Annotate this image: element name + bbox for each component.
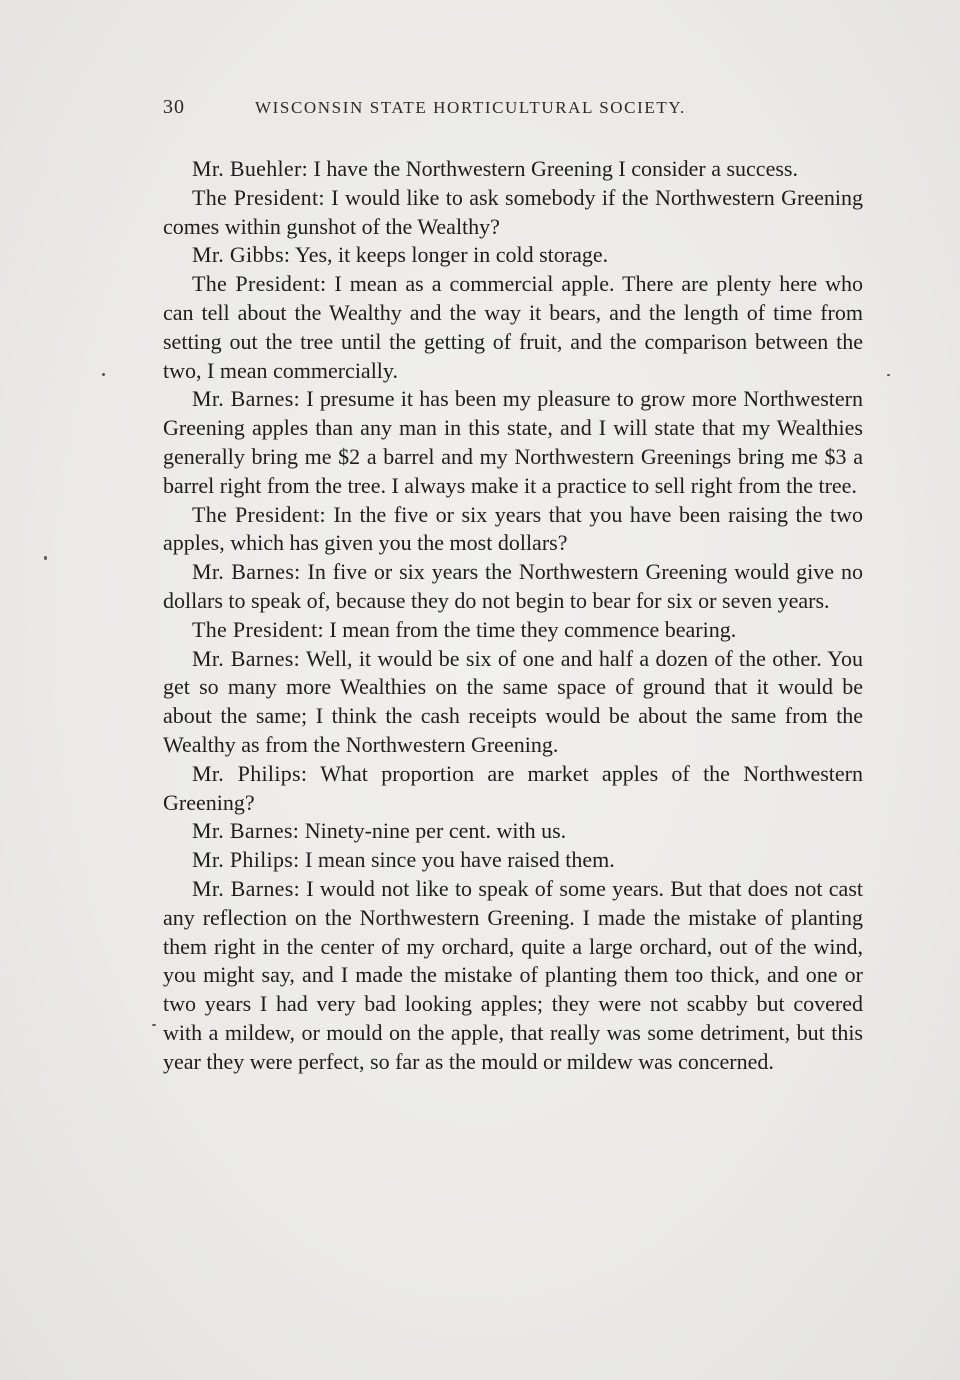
page-speck (887, 374, 890, 376)
transcript-paragraph (163, 184, 863, 242)
transcript-paragraph (163, 385, 863, 500)
page-speck (152, 1024, 156, 1026)
page-number: 30 (163, 96, 185, 118)
speaker-name: The President: (192, 501, 326, 527)
transcript-paragraph (163, 270, 863, 385)
speaker-name: Mr. Philips: (192, 760, 308, 786)
speech-text: I mean since you have raised them. (305, 847, 615, 873)
speech-text: Yes, it keeps longer in cold storage. (295, 242, 609, 268)
speaker-name: Mr. Philips: (192, 847, 300, 873)
speaker-name: Mr. Barnes: (192, 818, 300, 844)
transcript-paragraph (163, 760, 863, 818)
speech-text: Ninety-nine per cent. with us. (304, 818, 567, 844)
transcript-paragraph (163, 155, 863, 184)
transcript-paragraph (163, 501, 863, 559)
speech-text: I would not like to speak of some years. But that does not cast any reflection on the Northwestern Greening. I made the mistake of planting them right in the center of my orchard, quite a large orchard, out of the wind, you might say, and I made the mistake of planting them too thick, and one or two years I had very bad looking apples; they were not scabby but covered with a mildew, or mould on the apple, that really was some detriment, but this year they were perfect, so far as the mould or mildew was concerned. (163, 875, 863, 1074)
page-speck (44, 556, 47, 560)
speaker-name: Mr. Buehler: (192, 156, 309, 181)
transcript-paragraph (163, 558, 863, 616)
transcript-paragraph (163, 645, 863, 760)
speaker-name: Mr. Barnes: (192, 875, 300, 901)
speaker-name: The President: (192, 616, 324, 642)
speaker-name: Mr. Barnes: (192, 386, 300, 412)
page-header (163, 96, 863, 126)
speech-text: I have the Northwestern Greening I consider a success. (313, 156, 798, 181)
transcript-paragraph (163, 616, 863, 645)
speech-text: In the five or six years that you have been raising the two apples, which has given you the most dollars? (163, 501, 864, 556)
speech-text: What proportion are market apples of the Northwestern Greening? (163, 760, 863, 815)
speech-text: I presume it has been my pleasure to grow more Northwestern Greening apples than any man in this state, and I will state that my Wealthies generally bring me $2 a barrel and my Northwestern Greenings bring me $3 a barrel right from the tree. I always make it a practice to sell right from the tree. (163, 386, 863, 498)
running-title: WISCONSIN STATE HORTICULTURAL SOCIETY. (255, 98, 686, 117)
speech-text: In five or six years the Northwestern Greening would give no dollars to speak of, because they do not begin to bear for six or seven years. (163, 559, 863, 613)
transcript-paragraph (163, 241, 863, 270)
speech-text: Well, it would be six of one and half a dozen of the other. You get so many more Wealthies on the same space of ground that it would be about the same; I think the cash receipts would be about the same from the Wealthy as from the Northwestern Greening. (163, 645, 863, 757)
speaker-name: The President: (192, 184, 325, 210)
transcript-paragraph (163, 875, 863, 1077)
speaker-name: Mr. Barnes: (192, 559, 301, 585)
speaker-name: Mr. Barnes: (192, 645, 301, 671)
speaker-name: The President: (192, 271, 327, 297)
speech-text: I mean as a commercial apple. There are plenty here who can tell about the Wealthy and the way it bears, and the length of time from setting out the tree until the getting of fruit, and the comparison between the two, I mean commercially. (163, 271, 863, 383)
speech-text: I mean from the time they commence bearing. (329, 616, 737, 642)
page-speck (102, 373, 105, 376)
transcript-paragraph (163, 846, 863, 875)
speaker-name: Mr. Gibbs: (192, 242, 291, 268)
transcript-paragraph (163, 817, 863, 846)
transcript-body (163, 155, 863, 1077)
speech-text: I would like to ask somebody if the Northwestern Greening comes within gunshot of the Wealthy? (163, 184, 864, 239)
